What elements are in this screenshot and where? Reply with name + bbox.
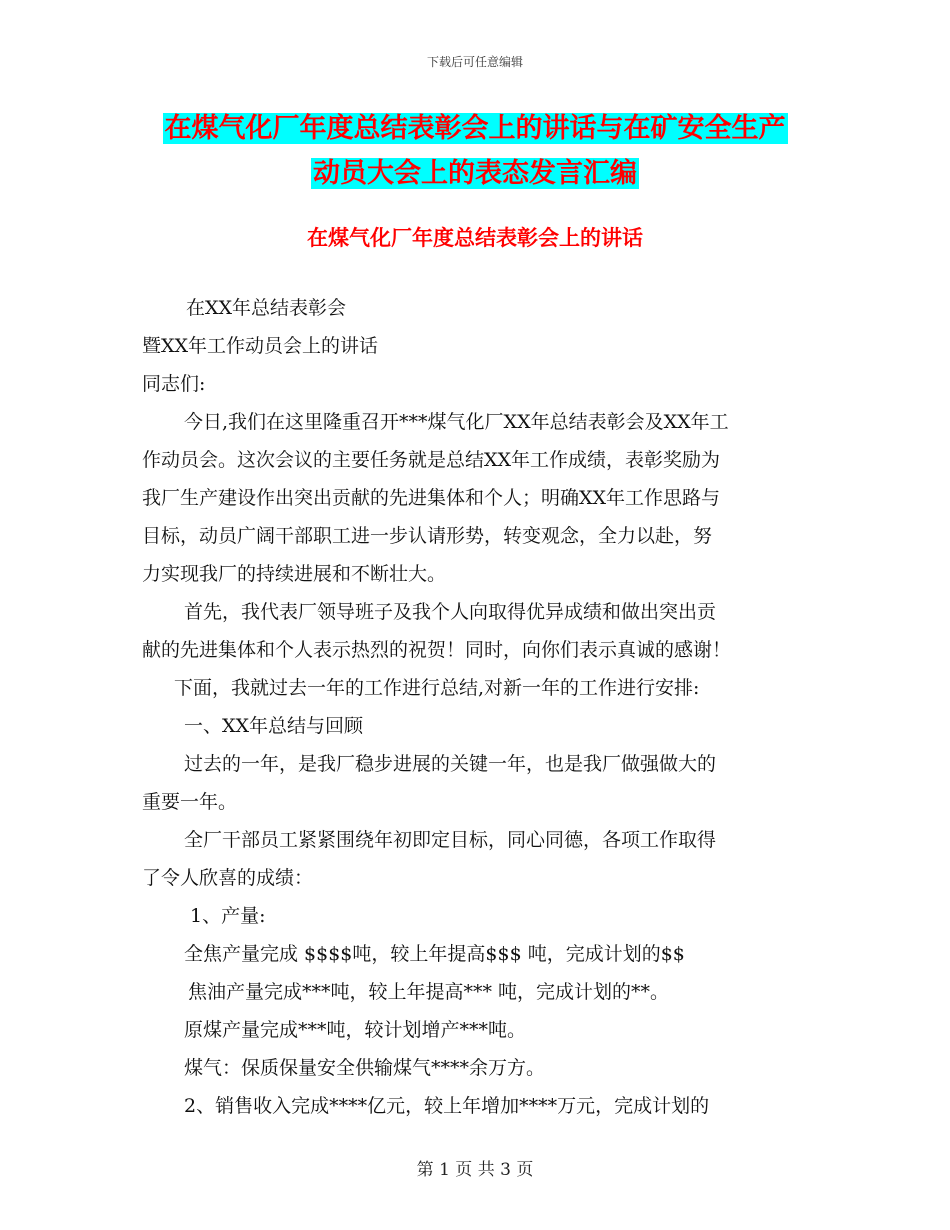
body-line: 一、XX年总结与回顾 [184, 715, 364, 737]
body-line: 1、产量: [190, 905, 266, 927]
body-line: 目标，动员广阔干部职工进一步认请形势，转变观念，全力以赴，努 [142, 525, 713, 547]
page-footer: 第 1 页 共 3 页 [416, 1160, 534, 1180]
body-line: 焦油产量完成***吨，较上年提高*** 吨，完成计划的**。 [188, 981, 670, 1003]
header-note: 下载后可任意编辑 [426, 55, 523, 69]
section-title: 在煤气化厂年度总结表彰会上的讲话 [307, 225, 643, 250]
body-line: 2、销售收入完成****亿元，较上年增加****万元，完成计划的 [184, 1095, 710, 1117]
body-line: 作动员会。这次会议的主要任务就是总结XX年工作成绩，表彰奖励为 [142, 449, 721, 471]
body-line: 煤气：保质保量安全供输煤气****余万方。 [184, 1057, 546, 1079]
body-line: 在XX年总结表彰会 [186, 297, 347, 319]
main-title-line-1-text: 在煤气化厂年度总结表彰会上的讲话与在矿安全生产 [164, 113, 786, 144]
body-line: 原煤产量完成***吨，较计划增产***吨。 [184, 1019, 527, 1041]
body-line: 今日,我们在这里隆重召开***煤气化厂XX年总结表彰会及XX年工 [184, 411, 729, 433]
body-line: 力实现我厂的持续进展和不断壮大。 [142, 563, 447, 585]
body-line: 过去的一年，是我厂稳步进展的关键一年，也是我厂做强做大的 [184, 753, 717, 775]
main-title-line-2-text: 动员大会上的表态发言汇编 [313, 158, 637, 189]
body-line: 重要一年。 [142, 791, 238, 813]
body-line: 全焦产量完成 $$$$吨，较上年提高$$$ 吨，完成计划的$$ [184, 943, 685, 965]
body-line: 下面，我就过去一年的工作进行总结,对新一年的工作进行安排: [174, 677, 700, 699]
body-line: 同志们: [142, 373, 206, 395]
body-line: 全厂干部员工紧紧围绕年初即定目标，同心同德，各项工作取得 [184, 829, 717, 851]
main-title-line-2 [0, 156, 950, 192]
body-line: 献的先进集体和个人表示热烈的祝贺！同时，向你们表示真诚的感谢！ [142, 639, 732, 661]
body-line: 首先，我代表厂领导班子及我个人向取得优异成绩和做出突出贡 [184, 601, 717, 623]
main-title-line-1 [0, 111, 950, 147]
body-line: 我厂生产建设作出突出贡献的先进集体和个人；明确XX年工作思路与 [142, 487, 721, 509]
body-line: 了令人欣喜的成绩： [142, 867, 314, 889]
body-line: 暨XX年工作动员会上的讲话 [142, 335, 379, 357]
